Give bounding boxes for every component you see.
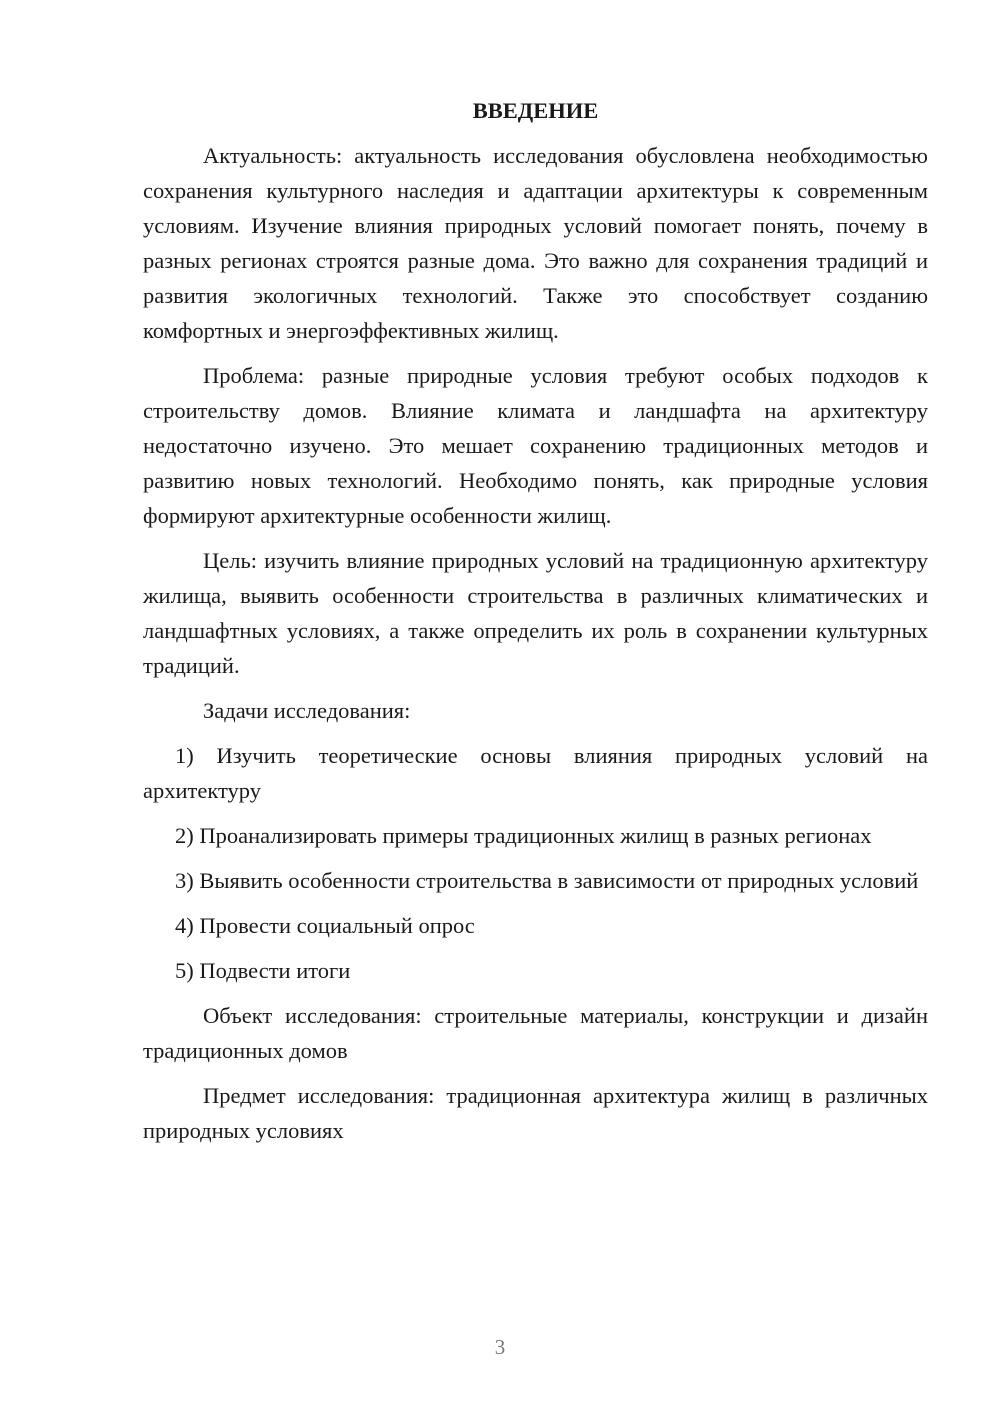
subject-paragraph: Предмет исследования: традиционная архитектура жилищ в различных природных условиях	[143, 1083, 928, 1143]
task-item-4: 4) Провести социальный опрос	[175, 913, 475, 938]
page-number: 3	[494, 1335, 506, 1359]
tasks-title: Задачи исследования:	[203, 698, 411, 723]
task-item-2: 2) Проанализировать примеры традиционных жилищ в разных регионах	[175, 823, 872, 848]
page-heading: ВВЕДЕНИЕ	[472, 98, 599, 123]
relevance-paragraph: Актуальность: актуальность исследования обусловлена необходимостью сохранения культурного наследия и адаптации архитектуры к современным условиям. Изучение влияния природных условий помогает понять, почему в разных регионах строятся разные дома. Это важно для сохранения традиций и развития экологичных технологий. Также это способствует созданию комфортных и энергоэффективных жилищ.	[143, 143, 928, 343]
object-paragraph: Объект исследования: строительные материалы, конструкции и дизайн традиционных домов	[143, 1003, 928, 1063]
page-content	[143, 94, 928, 1148]
goal-paragraph: Цель: изучить влияние природных условий на традиционную архитектуру жилища, выявить особенности строительства в различных климатических и ландшафтных условиях, а также определить их роль в сохранении культурных традиций.	[143, 548, 928, 678]
problem-paragraph: Проблема: разные природные условия требуют особых подходов к строительству домов. Влияние климата и ландшафта на архитектуру недостаточно изучено. Это мешает сохранению традиционных методов и развитию новых технологий. Необходимо понять, как природные условия формируют архитектурные особенности жилищ.	[143, 363, 928, 528]
task-item-5: 5) Подвести итоги	[175, 958, 351, 983]
task-item-1: 1) Изучить теоретические основы влияния природных условий на архитектуру	[143, 743, 928, 803]
task-item-3: 3) Выявить особенности строительства в зависимости от природных условий	[175, 868, 919, 893]
